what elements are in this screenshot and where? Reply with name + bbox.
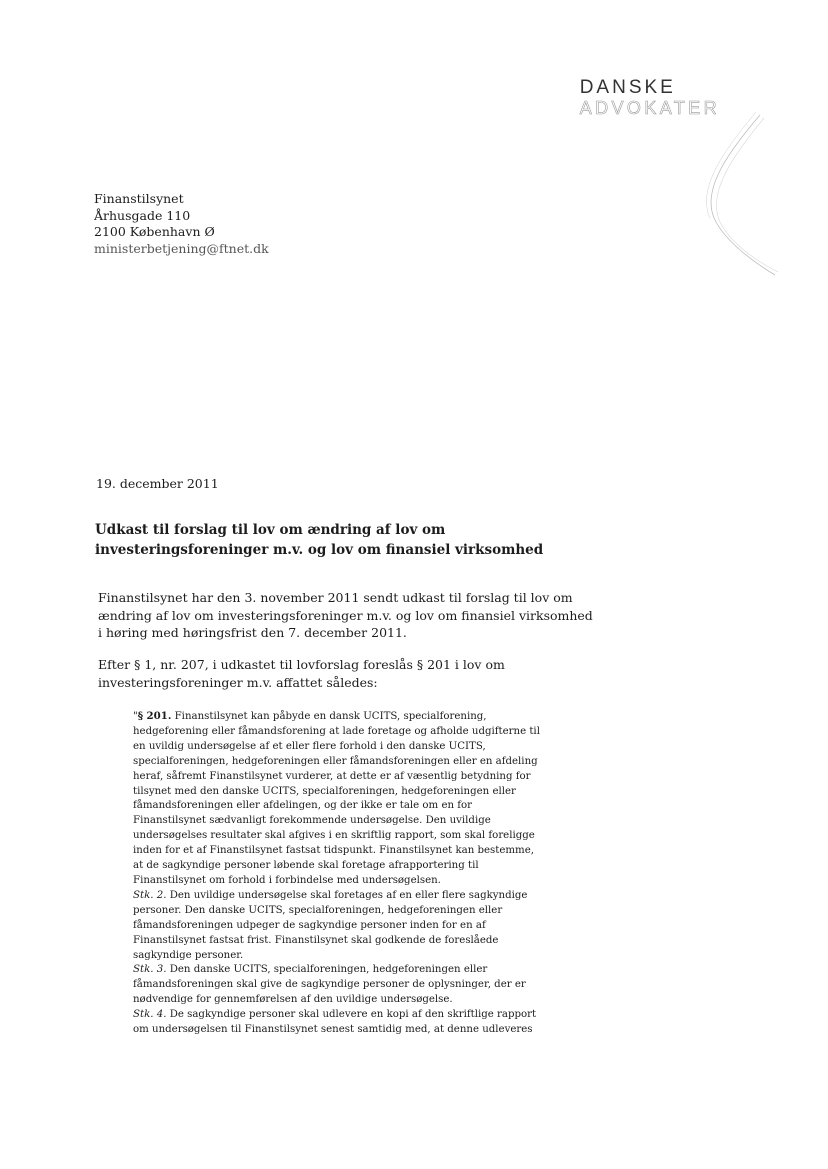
stk3-label: Stk. 3.	[133, 964, 167, 976]
letter-subject: Udkast til forslag til lov om ændring af lov om investeringsforeninger m.v. og lov om finansiel virksomhed	[95, 522, 544, 558]
recipient-address	[94, 191, 269, 257]
stk4-text: De sagkyndige personer skal udlevere en kopi af den skriftlige rapport om undersøgelsen til Finanstilsynet senest samtidig med, at denne udleveres	[133, 1009, 537, 1036]
logo-line-1: DANSKE	[579, 77, 676, 98]
quote-open-mark: "	[133, 711, 138, 722]
stk2-text: Den uvildige undersøgelse skal foretages af en eller flere sagkyndige personer. Den danske UCITS, specialforeningen, hedgeforeningen eller fåmandsforeningen udpeger de sagkyndige personer inden for en af Finanstilsynet fastsat frist. Finanstilsynet skal godkende de foreslåede sagkyndige personer.	[133, 889, 528, 961]
stk3-text: Den danske UCITS, specialforeningen, hedgeforeningen eller fåmandsforeningen skal give de sagkyndige personer de oplysninger, der er nødvendige for gennemførelsen af den uvildige undersøgelse.	[133, 964, 526, 1006]
recipient-city: 2100 København Ø	[94, 224, 215, 239]
recipient-name: Finanstilsynet	[94, 191, 184, 206]
stk4-label: Stk. 4.	[133, 1009, 167, 1021]
section-text: Finanstilsynet kan påbyde en dansk UCITS, specialforening, hedgeforening eller fåmandsforening at lade foretage og afholde udgifterne til en uvildig undersøgelse af et eller flere forhold i den danske UCITS, specialforeningen, hedgeforeningen eller fåmandsforeningen eller en afdeling heraf, såfremt Finanstilsynet vurderer, at dette er af væsentlig betydning for tilsynet med den danske UCITS, specialforeningen, hedgeforeningen eller fåmandsforeningen eller afdelingen, og der ikke er tale om en for Finanstilsynet sædvanligt forekommende undersøgelse. Den uvildige undersøgelses resultater skal afgives i en skriftlig rapport, som skal foreligge inden for et af Finanstilsynet fastsat tidspunkt. Finanstilsynet kan bestemme, at de sagkyndige personer løbende skal foretage afrapportering til Finanstilsynet om forhold i forbindelse med undersøgelsen.	[133, 711, 540, 886]
body-paragraph-2: Efter § 1, nr. 207, i udkastet til lovforslag foreslås § 201 i lov om investeringsforeninger m.v. affattet således:	[98, 657, 505, 690]
stk2-label: Stk. 2.	[133, 889, 167, 901]
quoted-law-text	[133, 709, 541, 1038]
logo-line-2: ADVOKATER	[579, 98, 720, 118]
section-label: § 201.	[137, 710, 172, 722]
recipient-street: Århusgade 110	[94, 207, 191, 223]
recipient-email: ministerbetjening@ftnet.dk	[94, 240, 269, 256]
letter-date: 19. december 2011	[96, 476, 219, 491]
logo-swoosh-graphic	[690, 110, 780, 280]
body-paragraph-1: Finanstilsynet har den 3. november 2011 sendt udkast til forslag til lov om ændring af lov om investeringsforeninger m.v. og lov om finansiel virksomhed i høring med høringsfrist den 7. december 2011.	[98, 590, 593, 640]
